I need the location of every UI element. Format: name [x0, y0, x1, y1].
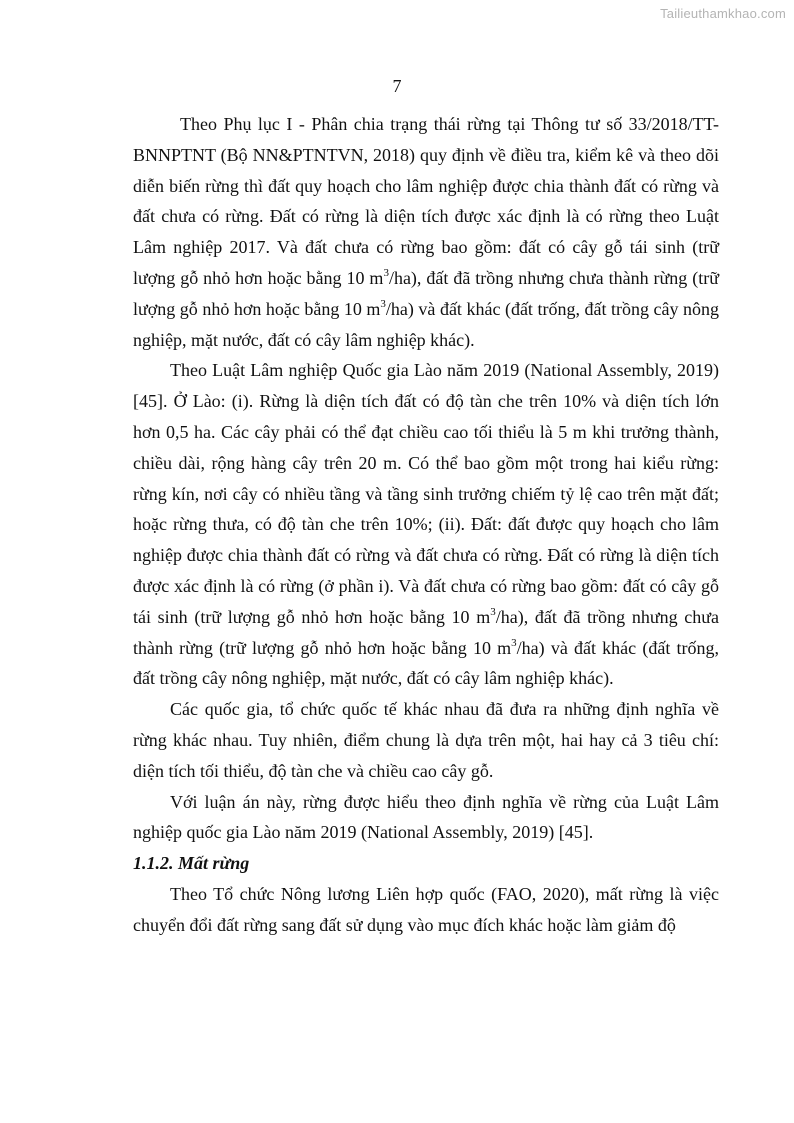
paragraph-text: /ha) và đất khác (đất trống, đất trồng cây nông nghiệp, mặt nước, đất có cây lâm nghiệp khác).: [133, 637, 720, 689]
paragraph-text: Theo Phụ lục I - Phân chia trạng thái rừng tại Thông tư số 33/2018/TT-BNNPTNT (Bộ NN&PTNTVN, 2018) quy định về điều tra, kiểm kê và theo dõi diễn biến rừng thì đất quy hoạch cho lâm nghiệp được chia thành đất có rừng và đất chưa có rừng. Đất có rừng là diện tích được xác định là có rừng theo Luật Lâm nghiệp 2017. Và đất chưa có rừng bao gồm: đất có cây gỗ tái sinh (trữ lượng gỗ nhỏ hơn hoặc bằng 10 m: [133, 114, 719, 288]
superscript-cubic: 3: [383, 266, 389, 279]
paragraph-text: Với luận án này, rừng được hiểu theo định nghĩa về rừng của Luật Lâm nghiệp quốc gia Lào năm 2019 (National Assembly, 2019) [45].: [133, 791, 719, 843]
paragraph-thesis-definition: [133, 787, 719, 849]
superscript-cubic: 3: [511, 636, 517, 649]
watermark-text: Tailieuthamkhao.com: [660, 6, 786, 21]
paragraph-international-definitions: [133, 694, 719, 786]
paragraph-text: Theo Tổ chức Nông lương Liên hợp quốc (FAO, 2020), mất rừng là việc chuyển đổi đất rừng sang đất sử dụng vào mục đích khác hoặc làm giảm độ: [133, 883, 719, 935]
page-number: 7: [392, 76, 402, 96]
document-body: [133, 109, 719, 941]
paragraph-text: /ha) và đất khác (đất trống, đất trồng cây nông nghiệp, mặt nước, đất có cây lâm nghiệp khác).: [133, 298, 720, 350]
paragraph-text: /ha), đất đã trồng nhưng chưa thành rừng (trữ lượng gỗ nhỏ hơn hoặc bằng 10 m: [133, 606, 719, 658]
paragraph-text: Theo Luật Lâm nghiệp Quốc gia Lào năm 2019 (National Assembly, 2019) [45]. Ở Lào: (i). Rừng là diện tích đất có độ tàn che trên 10% và diện tích lớn hơn 0,5 ha. Các cây phải có thể đạt chiều cao tối thiểu là 5 m khi trưởng thành, chiều dài, rộng hàng cây trên 20 m. Có thể bao gồm một trong hai kiểu rừng: rừng kín, nơi cây có nhiều tầng và tầng sinh trưởng chiếm tỷ lệ cao trên mặt đất; hoặc rừng thưa, có độ tàn che trên 10%; (ii). Đất: đất được quy hoạch cho lâm nghiệp được chia thành đất có rừng và đất chưa có rừng. Đất có rừng là diện tích được xác định là có rừng (ở phần i). Và đất chưa có rừng bao gồm: đất có cây gỗ tái sinh (trữ lượng gỗ nhỏ hơn hoặc bằng 10 m: [133, 360, 719, 627]
superscript-cubic: 3: [490, 605, 496, 618]
paragraph-text: Các quốc gia, tổ chức quốc tế khác nhau đã đưa ra những định nghĩa về rừng khác nhau. Tuy nhiên, điểm chung là dựa trên một, hai hay cả 3 tiêu chí: diện tích tối thiểu, độ tàn che và chiều cao cây gỗ.: [133, 699, 719, 781]
paragraph-lao-forestry-law: [133, 355, 719, 694]
section-heading: 1.1.2. Mất rừng: [133, 853, 250, 874]
paragraph-forest-classification-circular: [133, 109, 719, 355]
superscript-cubic: 3: [380, 297, 386, 310]
paragraph-fao-deforestation: [133, 879, 719, 941]
paragraph-text: /ha), đất đã trồng nhưng chưa thành rừng (trữ lượng gỗ nhỏ hơn hoặc bằng 10 m: [133, 267, 719, 319]
